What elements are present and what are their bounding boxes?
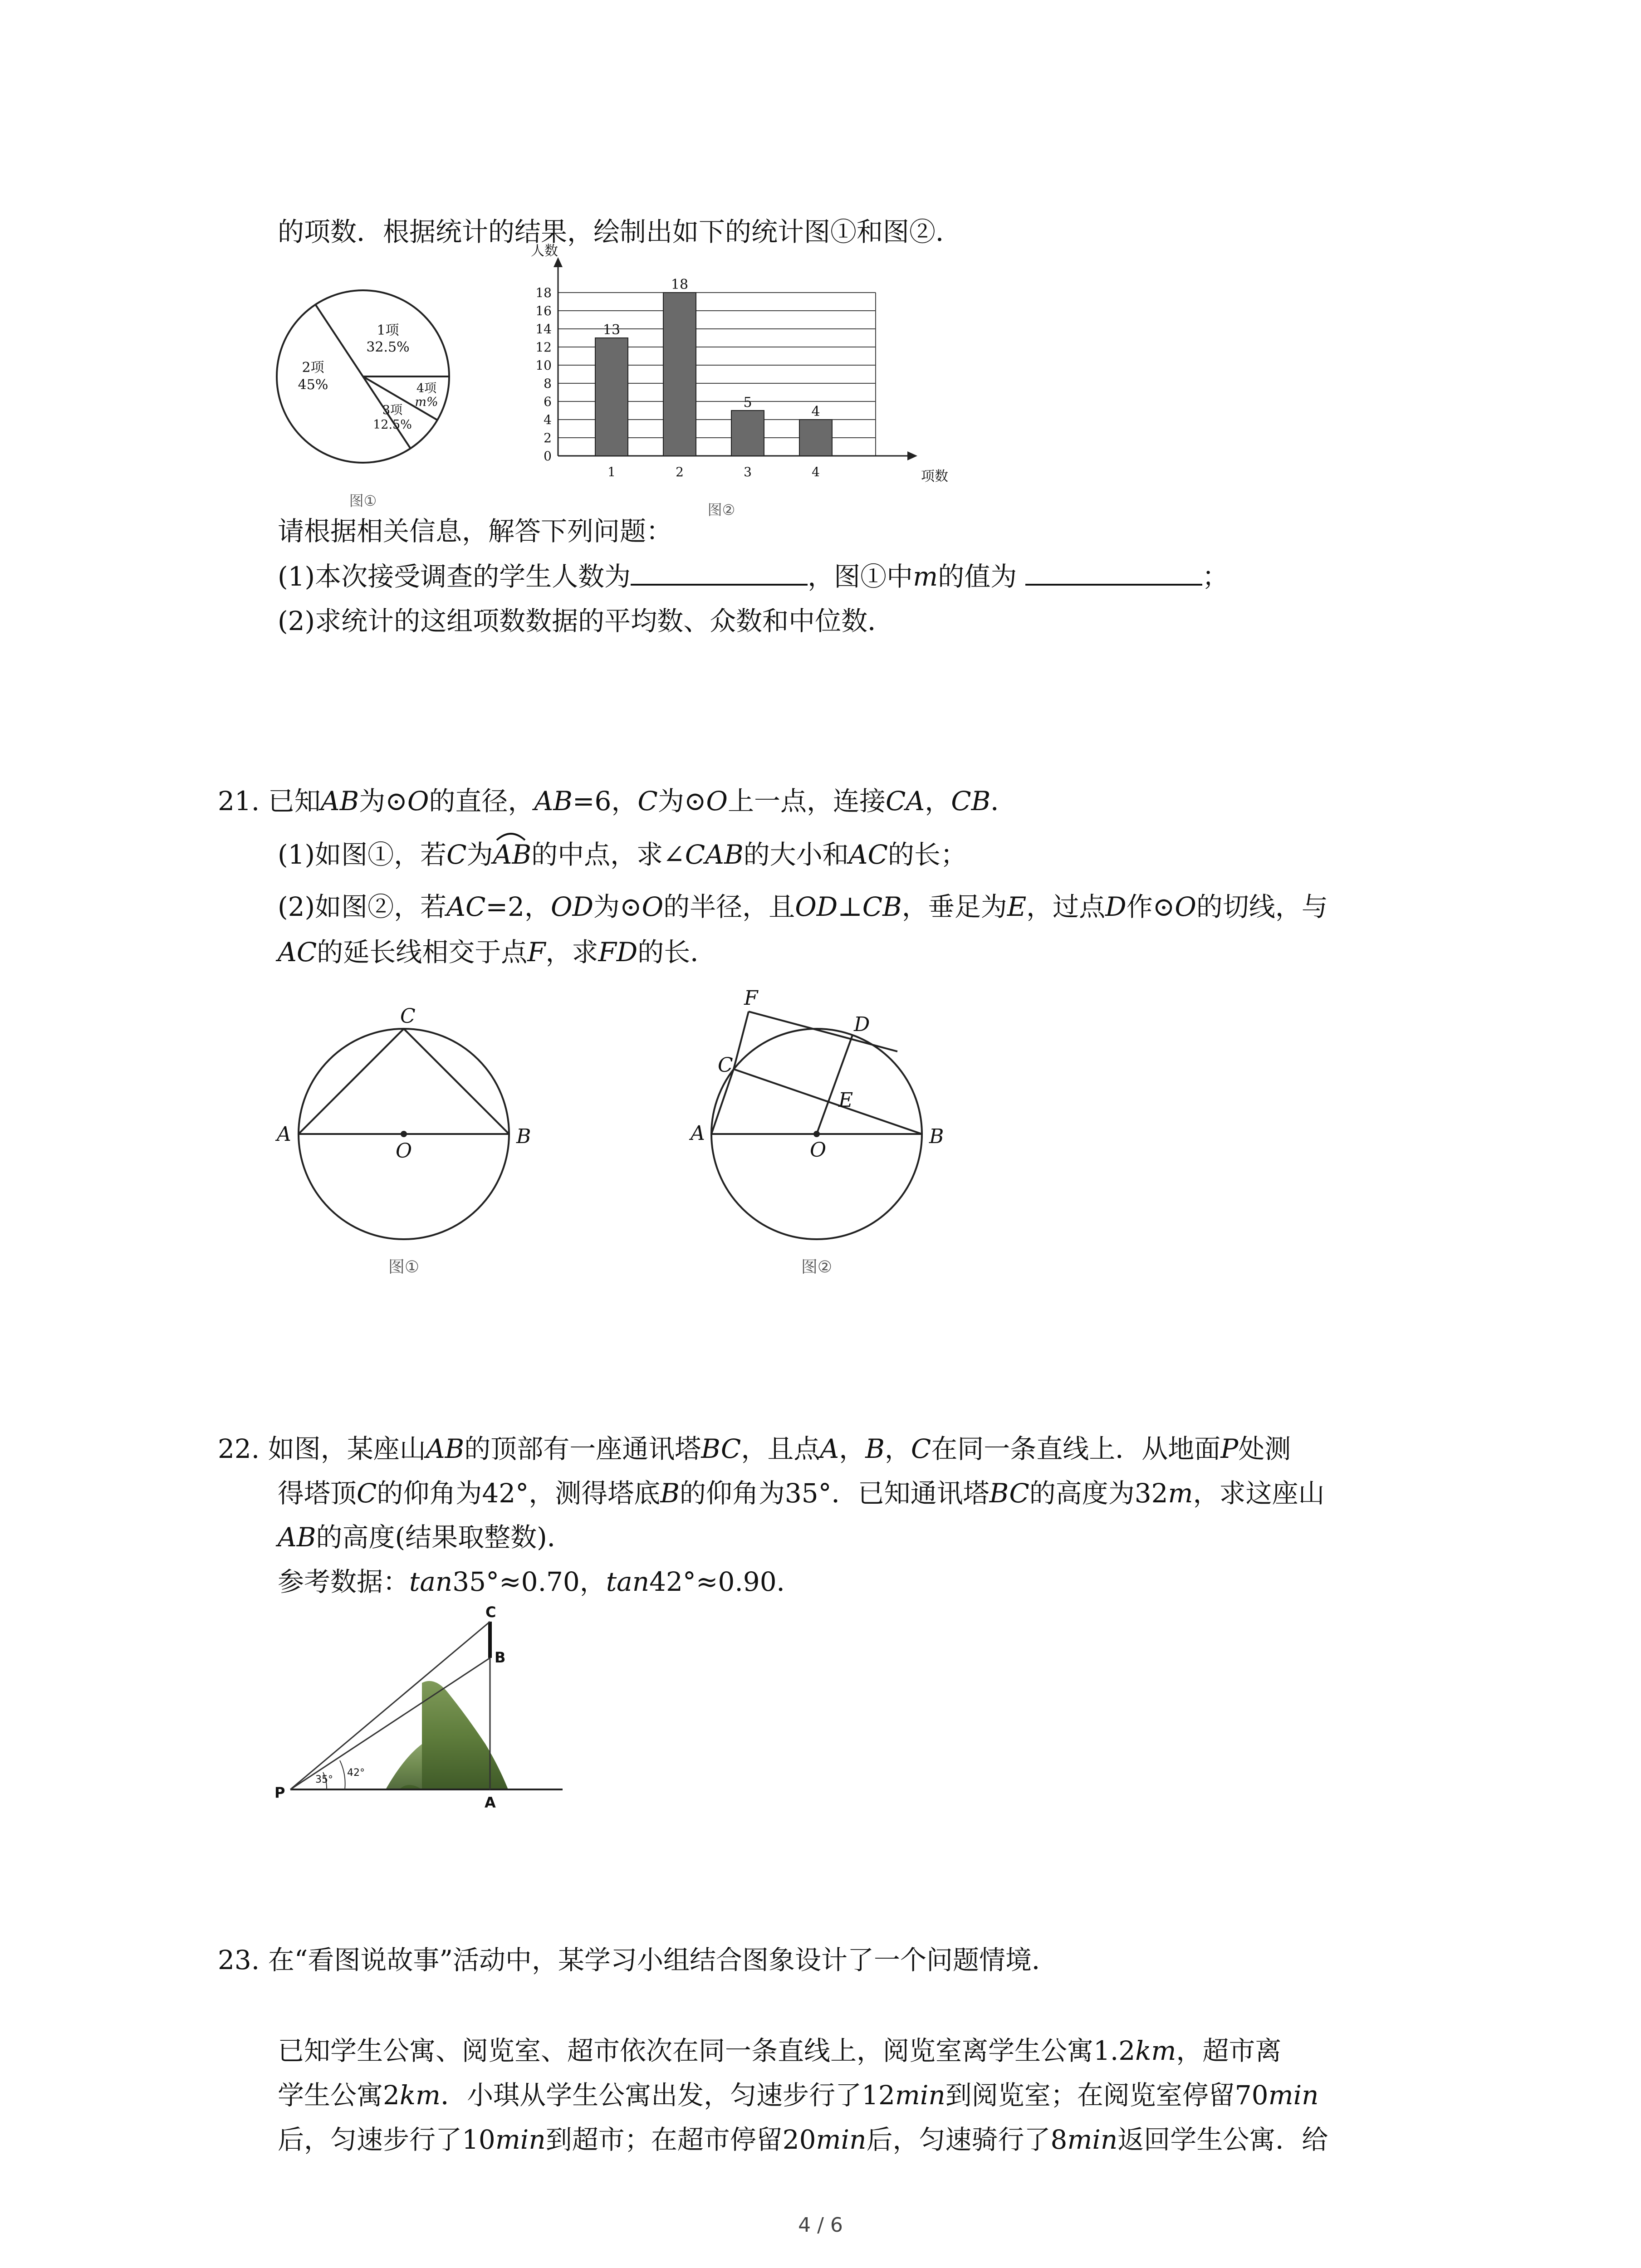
q20-part2: (2)求统计的这组项数数据的平均数、众数和中位数．	[278, 606, 894, 636]
y-tick-label: 18	[535, 285, 552, 300]
pie-value-3: 12.5%	[373, 418, 412, 432]
q21-figure-2	[685, 973, 975, 1290]
x-tick-label-2: 2	[676, 464, 684, 479]
q23-para-line2: 学生公寓2km．小琪从学生公寓出发，匀速步行了12min到阅览室；在阅览室停留70min	[278, 2080, 1319, 2111]
q22-line1: 22. 如图，某座山AB的顶部有一座通讯塔BC，且点A，B，C在同一条直线上．从地面P处测	[218, 1433, 1291, 1464]
q22-figure	[272, 1603, 572, 1835]
answer-blank-count[interactable]	[631, 559, 808, 586]
pie-label-2: 2项	[302, 360, 324, 376]
y-tick-label: 0	[544, 449, 552, 464]
pie-label-4: 4项	[416, 381, 437, 396]
q23-para-line3: 后，匀速步行了10min到超市；在超市停留20min后，匀速骑行了8min返回学生公寓．给	[278, 2124, 1328, 2155]
label-E: E	[838, 1089, 853, 1112]
fig1-caption: 图①	[388, 1258, 420, 1276]
label-D: D	[854, 1013, 870, 1036]
q23-para-line1: 已知学生公寓、阅览室、超市依次在同一条直线上，阅览室离学生公寓1.2km，超市离	[278, 2035, 1282, 2066]
bar-3	[731, 411, 764, 456]
arc-mark	[495, 829, 527, 841]
bar-caption: 图②	[707, 501, 735, 518]
data-label-2: 18	[671, 277, 689, 293]
pie-label-1: 1项	[377, 323, 399, 338]
pie-chart	[272, 281, 463, 517]
y-tick-label: 4	[544, 412, 552, 427]
q22-line2: 得塔顶C的仰角为42°，测得塔底B的仰角为35°．已知通讯塔BC的高度为32m，求这座山	[278, 1478, 1325, 1509]
x-tick-label-4: 4	[812, 464, 820, 479]
q22-reference: 参考数据：tan35°≈0.70，tan42°≈0.90．	[278, 1566, 803, 1597]
q20-part1: (1)本次接受调查的学生人数为 ，图①中m的值为 ；	[278, 559, 1229, 594]
bar-chart	[513, 243, 966, 528]
data-label-4: 4	[811, 404, 820, 420]
x-axis-title: 项数	[921, 469, 948, 484]
q21-part2-cont: AC的延长线相交于点F，求FD的长．	[278, 937, 717, 968]
data-label-1: 13	[603, 322, 621, 338]
angle-42-label: 42°	[347, 1767, 365, 1779]
label-A-mtn: A	[485, 1794, 496, 1811]
label-B-mtn: B	[495, 1649, 506, 1666]
y-tick-label: 10	[535, 358, 552, 373]
pie-value-1: 32.5%	[366, 339, 410, 355]
pie-value-4: m%	[415, 395, 438, 409]
label-C-mtn: C	[485, 1603, 496, 1621]
label-O: O	[396, 1139, 412, 1163]
label-A2: A	[691, 1122, 705, 1145]
y-tick-label: 6	[544, 394, 552, 409]
fig2-caption: 图②	[801, 1258, 833, 1276]
label-A: A	[277, 1123, 291, 1146]
data-label-3: 5	[743, 395, 752, 411]
bar-1	[595, 338, 628, 456]
q21-part2: (2)如图②，若AC=2，OD为⊙O的半径，且OD⊥CB，垂足为E，过点D作⊙O的切线，与	[278, 891, 1328, 922]
y-axis-title: 人数	[531, 243, 558, 259]
q23-stem: 23. 在“看图说故事”活动中，某学习小组结合图象设计了一个问题情境．	[218, 1945, 1058, 1975]
y-tick-label: 2	[544, 430, 552, 445]
pie-label-3: 3项	[382, 403, 403, 417]
label-B2: B	[929, 1125, 944, 1148]
answer-blank-m[interactable]	[1025, 559, 1202, 586]
label-P-mtn: P	[274, 1784, 285, 1801]
label-B: B	[516, 1125, 531, 1148]
y-tick-label: 16	[535, 303, 552, 318]
x-tick-label-1: 1	[607, 464, 616, 479]
bar-4	[799, 420, 832, 456]
arc-AB: AB	[493, 839, 532, 870]
q21-stem: 21. 已知AB为⊙O的直径，AB=6，C为⊙O上一点，连接CA，CB．	[218, 786, 1017, 816]
label-O2: O	[810, 1139, 827, 1162]
label-C: C	[400, 1005, 416, 1028]
q21-figure-1	[268, 998, 549, 1288]
y-tick-label: 14	[535, 322, 552, 337]
page-number: 4 / 6	[798, 2214, 843, 2237]
y-tick-label: 8	[544, 376, 552, 391]
x-axis-arrow	[907, 451, 917, 460]
q20-intro: 的项数．根据统计的结果，绘制出如下的统计图①和图②．	[278, 216, 962, 247]
x-tick-label-3: 3	[744, 464, 752, 479]
y-tick-label: 12	[535, 340, 552, 355]
mountain-shape	[422, 1681, 508, 1789]
q20-prompt: 请根据相关信息，解答下列问题：	[278, 516, 673, 547]
label-F: F	[744, 987, 758, 1010]
q22-line3: AB的高度(结果取整数)．	[278, 1522, 573, 1553]
q21-part1: (1)如图①，若C为AB 的中点，求∠CAB的大小和AC的长；	[278, 837, 967, 872]
label-C2: C	[718, 1054, 733, 1077]
pie-caption: 图①	[349, 492, 377, 509]
pie-value-2: 45%	[298, 377, 328, 393]
bar-2	[663, 293, 696, 456]
angle-35-label: 35°	[315, 1774, 333, 1785]
